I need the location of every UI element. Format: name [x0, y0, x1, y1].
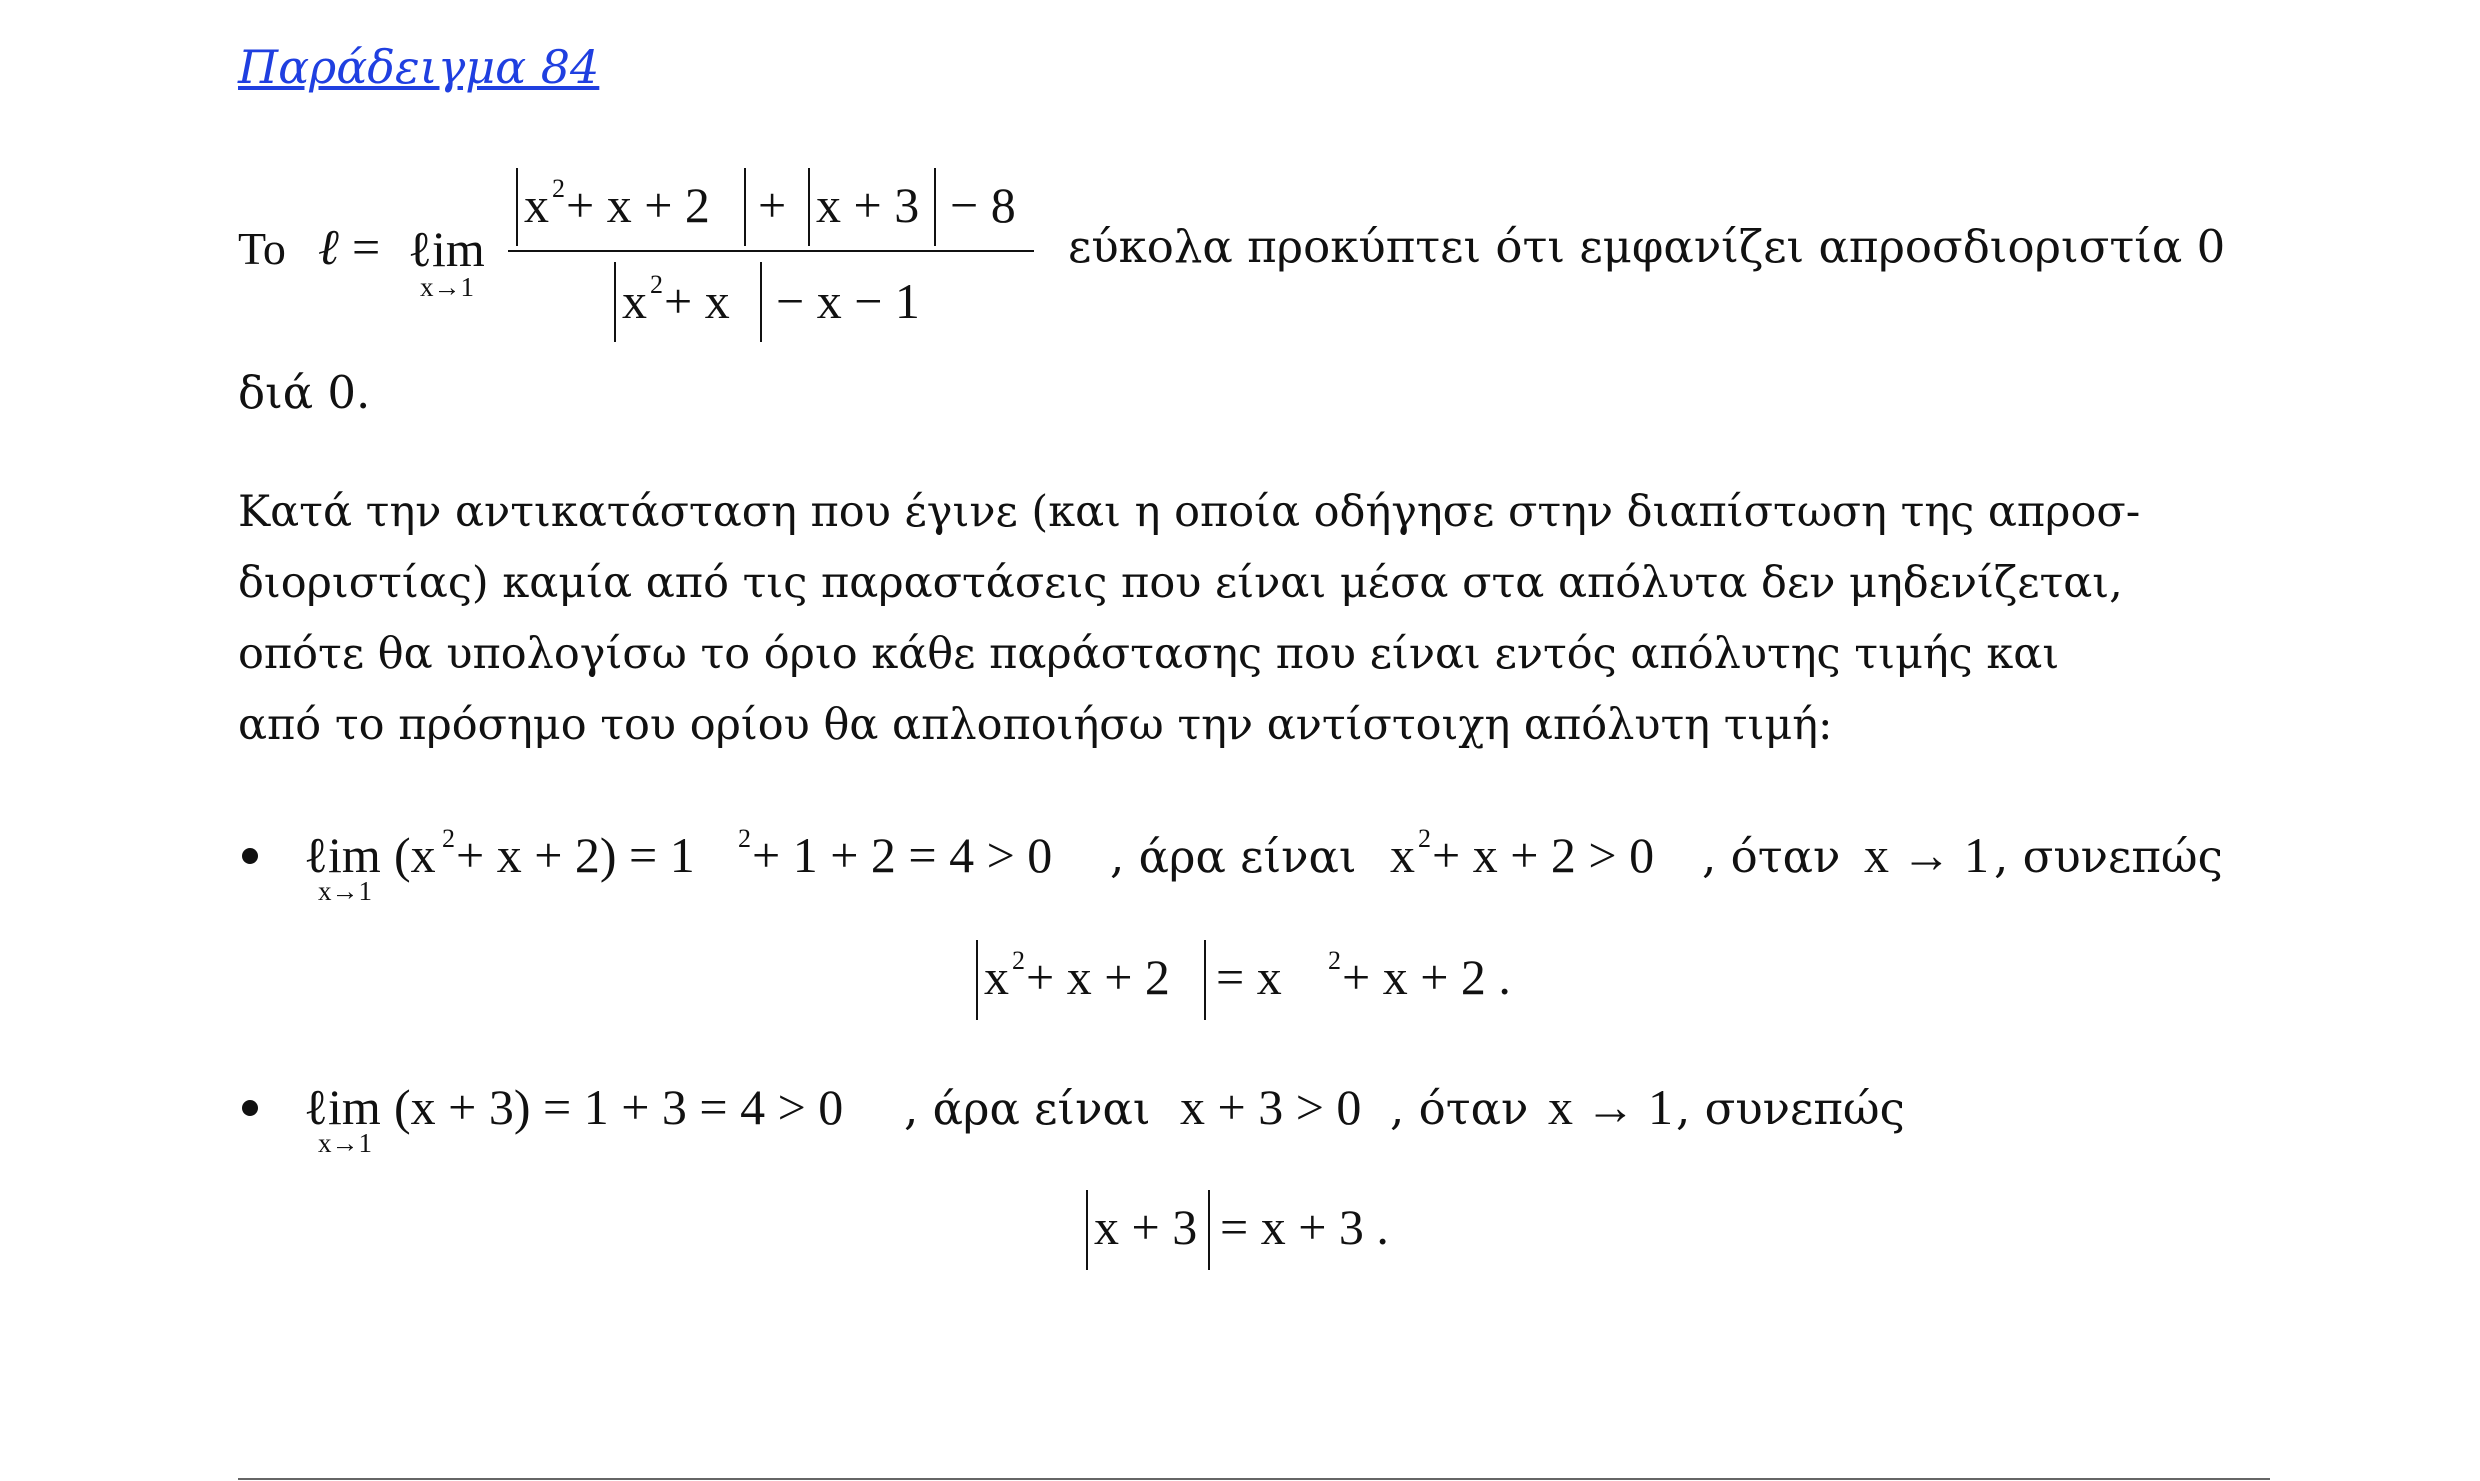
bullet2-text1: , άρα είναι: [904, 1082, 1151, 1135]
bullet2-text2: , όταν: [1390, 1082, 1529, 1135]
bullet-dot: [242, 1100, 258, 1116]
abs-bar: [516, 168, 518, 246]
example-heading[interactable]: Παράδειγμα 84: [238, 40, 600, 94]
bullet2-result-l: x + 3: [1094, 1199, 1198, 1255]
bullet1-result-eq: = x: [1216, 949, 1282, 1005]
bullet2-lim: ℓim: [304, 1079, 381, 1135]
bullet2-expr: (x + 3) = 1 + 3 = 4 > 0: [394, 1079, 844, 1135]
bullet1-expr-a-sup: 2: [442, 824, 455, 853]
bullet1-lim: ℓim: [304, 827, 381, 883]
bullet1-cond-a-sup: 2: [1418, 824, 1431, 853]
paragraph-line: οπότε θα υπολογίσω το όριο κάθε παράστασης που είναι εντός απόλυτης τιμής και: [238, 629, 2060, 679]
bullet1-arrow: x → 1: [1864, 827, 1989, 883]
lim-operator: ℓim: [408, 221, 485, 277]
bullet1-result-x: x: [984, 949, 1009, 1005]
paragraph-line: Κατά την αντικατάσταση που έγινε (και η οποία οδήγησε στην διαπίστωση της απροσ-: [238, 487, 2141, 537]
abs-bar: [976, 940, 978, 1020]
bullet1-cond-b: + x + 2 > 0: [1432, 827, 1655, 883]
intro-suffix: εύκολα προκύπτει ότι εμφανίζει απροσδιοριστία 0: [1068, 220, 2226, 273]
abs-bar: [614, 262, 616, 342]
explanation-paragraph: [238, 477, 2268, 761]
abs-bar: [934, 168, 936, 246]
abs-bar: [744, 168, 746, 246]
bullet1-result-r-sup: 2: [1328, 946, 1341, 975]
abs-bar: [1086, 1190, 1088, 1270]
numerator-plus: +: [758, 177, 787, 233]
bullet2-lim-sub: x→1: [318, 1128, 372, 1158]
intro-prefix: Το: [238, 223, 286, 274]
bullet1-lim-sub: x→1: [318, 876, 372, 906]
fraction-line: [508, 250, 1034, 252]
numerator-part2: x + 3: [816, 177, 920, 233]
denominator-x: x: [622, 273, 647, 329]
bullet1-text1: , άρα είναι: [1110, 830, 1357, 883]
bullet1-result-r-rest: + x + 2 .: [1342, 949, 1511, 1005]
abs-bar: [760, 262, 762, 342]
denominator-rest1: + x: [664, 273, 730, 329]
bullet2-cond: x + 3 > 0: [1180, 1079, 1362, 1135]
bullet1-cond-a: x: [1390, 827, 1415, 883]
ell-symbol: ℓ: [318, 219, 339, 275]
bullet1-result-sup: 2: [1012, 946, 1025, 975]
bullet1-expr-b: + x + 2) = 1: [456, 827, 695, 883]
denominator-sup: 2: [650, 270, 663, 299]
bottom-rule: [238, 1478, 2270, 1480]
numerator-rest2: − 8: [950, 177, 1016, 233]
abs-bar: [1208, 1190, 1210, 1270]
abs-bar: [1204, 940, 1206, 1020]
bullet1-expr-a: (x: [394, 827, 436, 883]
bullet-dot: [242, 848, 258, 864]
bullet1-text3: , συνεπώς: [1994, 830, 2223, 883]
paragraph-line: διοριστίας) καμία από τις παραστάσεις που είναι μέσα στα απόλυτα δεν μηδενίζεται,: [238, 558, 2123, 608]
equals-sign: =: [352, 219, 381, 275]
bullet2-result-eq: = x + 3 .: [1220, 1199, 1389, 1255]
paragraph-line: από το πρόσημο του ορίου θα απλοποιήσω την αντίστοιχη απόλυτη τιμή:: [238, 700, 1833, 750]
denominator-rest2: − x − 1: [776, 273, 920, 329]
bullet2-text3: , συνεπώς: [1676, 1082, 1905, 1135]
bullet1-text2: , όταν: [1702, 830, 1841, 883]
lim-subscript: x→1: [420, 272, 474, 302]
numerator-x: x: [524, 177, 549, 233]
bullet1-expr-b-sup: 2: [738, 824, 751, 853]
bullet1-result-rest: + x + 2: [1026, 949, 1170, 1005]
bullet2-arrow: x → 1: [1548, 1079, 1673, 1135]
abs-bar: [808, 168, 810, 246]
numerator-sup: 2: [552, 174, 565, 203]
bullet1-expr-c: + 1 + 2 = 4 > 0: [752, 827, 1053, 883]
numerator-rest: + x + 2: [566, 177, 710, 233]
intro-line2: διά 0.: [238, 366, 371, 419]
